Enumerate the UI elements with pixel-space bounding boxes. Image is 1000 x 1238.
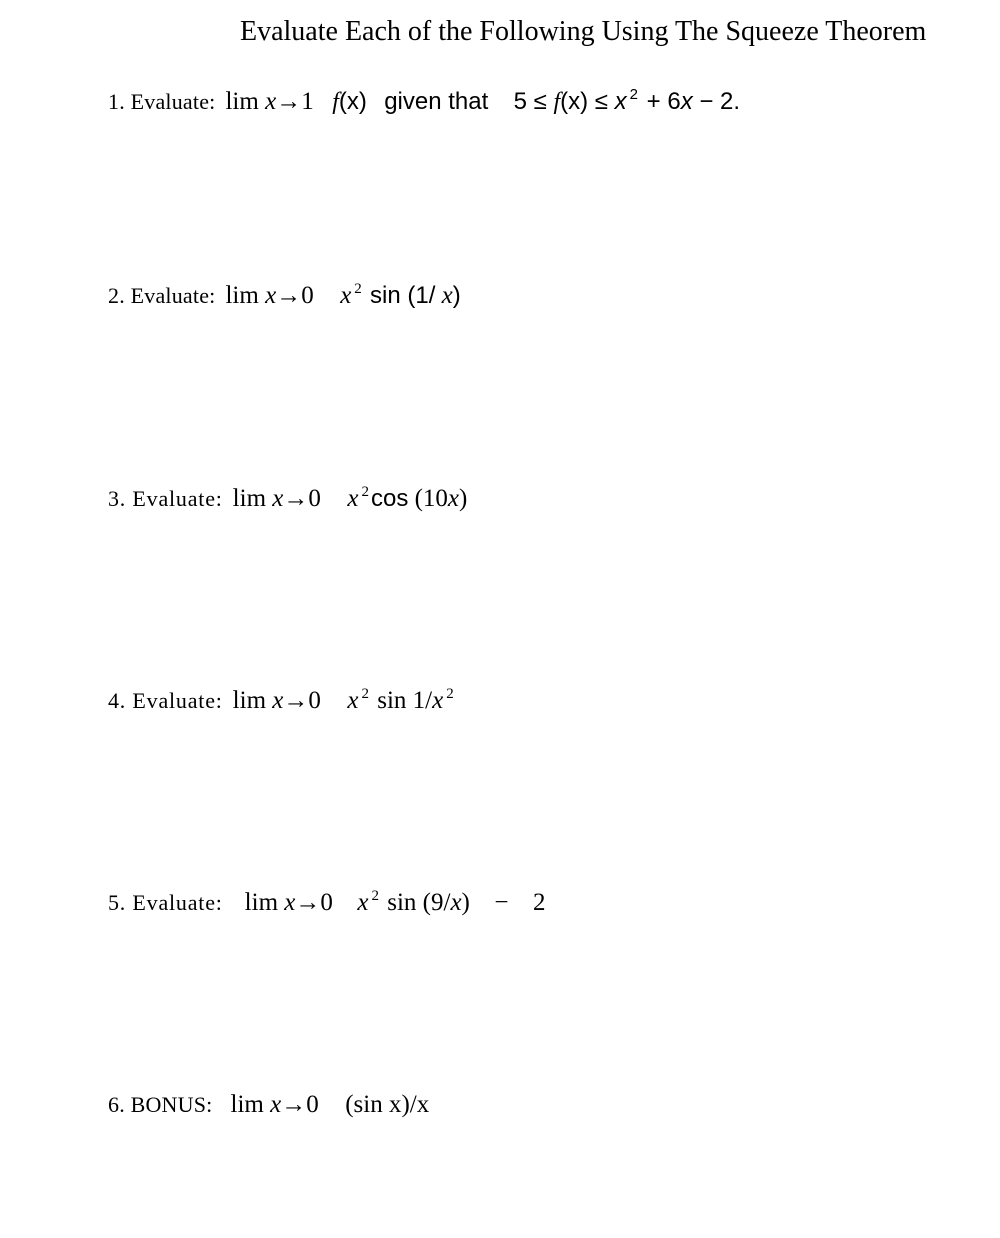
limit-approach: →0	[283, 485, 321, 512]
problem-4-expression: lim x→0 x $^2$ sin 1/x $^2$	[232, 686, 454, 714]
limit-variable: x	[265, 88, 277, 115]
limit-variable: x	[272, 687, 284, 714]
problem-2-label: 2. Evaluate:	[108, 283, 216, 308]
limit-approach: →0	[283, 687, 321, 714]
page-title: Evaluate Each of the Following Using The Squeeze Theorem	[240, 16, 927, 47]
limit-operator: lim	[230, 1091, 264, 1118]
limit-operator: lim	[244, 889, 279, 916]
problem-1-label: 1. Evaluate:	[108, 89, 216, 114]
problem-6	[108, 1091, 429, 1119]
problem-5-label: 5. Evaluate:	[108, 890, 223, 915]
problem-2-expression: lim x→0 x $^2$ sin (1/ x)	[225, 281, 461, 309]
limit-approach: →1	[276, 88, 314, 115]
limit-approach: →0	[281, 1091, 319, 1118]
limit-approach: →0	[276, 282, 314, 309]
problem-1-expression	[225, 88, 740, 116]
problem-5-expression: lim x→0 x $^2$ sin (9/x) − 2	[244, 888, 546, 916]
limit-operator: lim	[232, 485, 267, 512]
problem-5	[108, 889, 545, 917]
limit-variable: x	[265, 282, 277, 309]
limit-operator: lim	[232, 687, 267, 714]
problem-3-expression: lim x→0 x $^2$cos (10x)	[232, 484, 468, 512]
problem-1-given: given that	[384, 88, 489, 115]
limit-approach: →0	[295, 889, 333, 916]
problem-6-label: 6. BONUS:	[108, 1092, 213, 1117]
problem-1-inequality: 5 ≤ f(x) ≤ x $^2$ + 6x − 2.	[513, 86, 741, 115]
limit-variable: x	[270, 1091, 282, 1118]
problem-1	[108, 88, 740, 116]
problem-1-function: f(x) given that 5 ≤ f(x) ≤ x $^2$ + 6x − 2.	[332, 86, 741, 115]
problem-6-expression: lim x→0 (sin x)/x	[230, 1091, 430, 1118]
problem-4-label: 4. Evaluate:	[108, 688, 223, 713]
limit-operator: lim	[225, 282, 259, 309]
problem-4	[108, 687, 456, 715]
limit-variable: x	[284, 889, 296, 916]
limit-variable: x	[272, 485, 284, 512]
problem-3	[108, 485, 467, 513]
problem-3-label: 3. Evaluate:	[108, 486, 223, 511]
limit-operator: lim	[225, 88, 259, 115]
problem-2	[108, 282, 461, 310]
